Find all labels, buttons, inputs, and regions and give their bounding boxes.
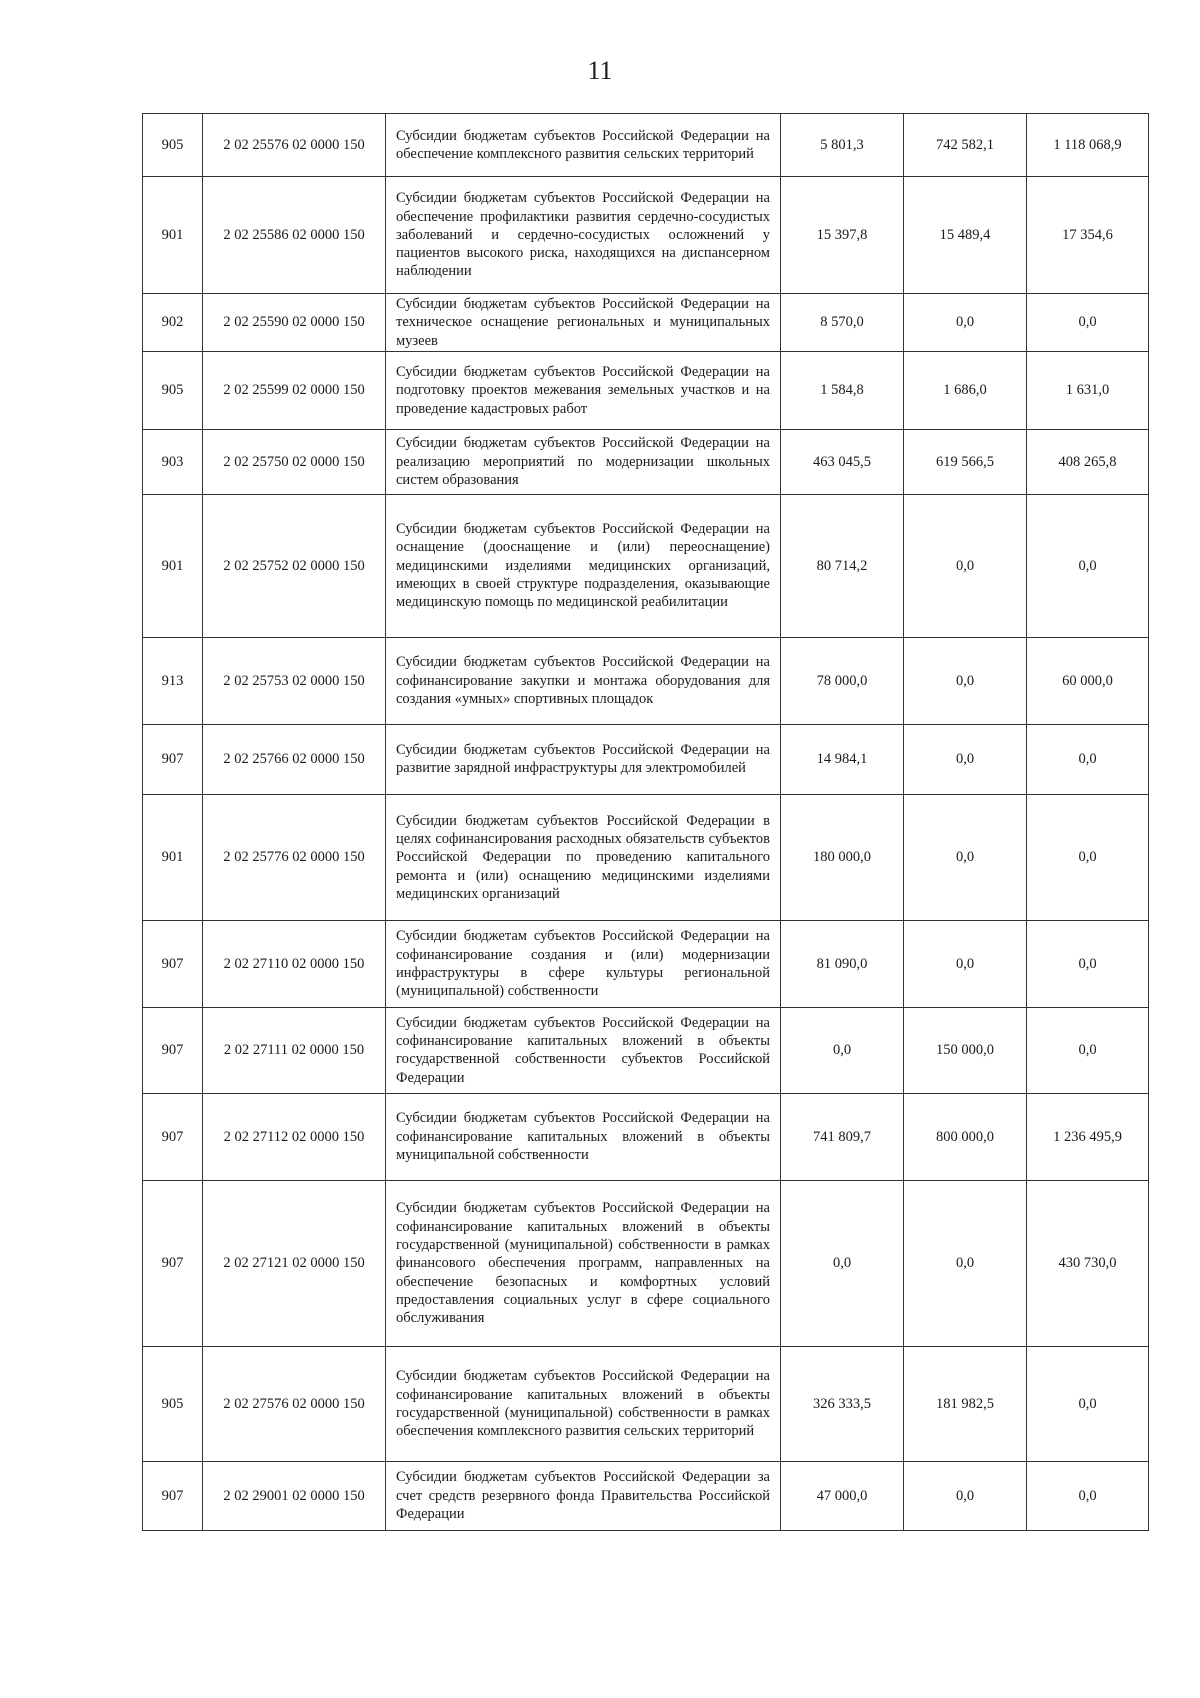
amount-cell-3: 430 730,0 [1027, 1180, 1149, 1346]
amount-cell-1: 180 000,0 [781, 794, 904, 920]
amount-cell-3: 0,0 [1027, 1007, 1149, 1093]
amount-cell-1: 463 045,5 [781, 429, 904, 494]
amount-cell-3: 1 236 495,9 [1027, 1093, 1149, 1180]
budget-table [142, 113, 1149, 1531]
description-cell: Субсидии бюджетам субъектов Российской Федерации на реализацию мероприятий по модернизации школьных систем образования [386, 429, 781, 494]
admin-code-cell: 905 [143, 351, 203, 429]
table-row [143, 494, 1149, 637]
admin-code-cell: 901 [143, 794, 203, 920]
amount-cell-2: 15 489,4 [904, 177, 1027, 294]
description-cell: Субсидии бюджетам субъектов Российской Федерации на обеспечение комплексного развития сельских территорий [386, 114, 781, 177]
amount-cell-2: 0,0 [904, 724, 1027, 794]
amount-cell-1: 5 801,3 [781, 114, 904, 177]
budget-code-cell: 2 02 27111 02 0000 150 [203, 1007, 386, 1093]
table-row [143, 1180, 1149, 1346]
admin-code-cell: 907 [143, 1180, 203, 1346]
table-row [143, 1346, 1149, 1461]
amount-cell-1: 14 984,1 [781, 724, 904, 794]
amount-cell-1: 741 809,7 [781, 1093, 904, 1180]
admin-code-cell: 901 [143, 177, 203, 294]
amount-cell-3: 408 265,8 [1027, 429, 1149, 494]
description-cell: Субсидии бюджетам субъектов Российской Федерации в целях софинансирования расходных обязательств субъектов Российской Федерации по проведению капитального ремонта и (или) оснащению медицинскими изделиями медицинских организаций [386, 794, 781, 920]
description-cell: Субсидии бюджетам субъектов Российской Федерации на софинансирование создания и (или) модернизации инфраструктуры в сфере культуры региональной (муниципальной) собственности [386, 920, 781, 1007]
amount-cell-3: 0,0 [1027, 1346, 1149, 1461]
budget-code-cell: 2 02 25586 02 0000 150 [203, 177, 386, 294]
amount-cell-3: 0,0 [1027, 920, 1149, 1007]
amount-cell-2: 0,0 [904, 1180, 1027, 1346]
admin-code-cell: 905 [143, 1346, 203, 1461]
description-cell: Субсидии бюджетам субъектов Российской Федерации на софинансирование капитальных вложений в объекты государственной (муниципальной) собственности в рамках финансового обеспечения программ, направленных на обеспечение безопасных и комфортных условий предоставления социальных услуг в сфере социального обслуживания [386, 1180, 781, 1346]
budget-code-cell: 2 02 25590 02 0000 150 [203, 294, 386, 352]
amount-cell-2: 619 566,5 [904, 429, 1027, 494]
description-cell: Субсидии бюджетам субъектов Российской Федерации на развитие зарядной инфраструктуры для электромобилей [386, 724, 781, 794]
admin-code-cell: 907 [143, 1461, 203, 1530]
description-cell: Субсидии бюджетам субъектов Российской Федерации на оснащение (дооснащение и (или) переоснащение) медицинскими изделиями медицинских организаций, имеющих в своей структуре подразделения, оказывающие медицинскую помощь по медицинской реабилитации [386, 494, 781, 637]
amount-cell-1: 80 714,2 [781, 494, 904, 637]
amount-cell-2: 800 000,0 [904, 1093, 1027, 1180]
table-row [143, 177, 1149, 294]
description-cell: Субсидии бюджетам субъектов Российской Федерации на подготовку проектов межевания земельных участков и на проведение кадастровых работ [386, 351, 781, 429]
description-cell: Субсидии бюджетам субъектов Российской Федерации за счет средств резервного фонда Правительства Российской Федерации [386, 1461, 781, 1530]
amount-cell-2: 0,0 [904, 920, 1027, 1007]
budget-code-cell: 2 02 25776 02 0000 150 [203, 794, 386, 920]
budget-code-cell: 2 02 25599 02 0000 150 [203, 351, 386, 429]
amount-cell-2: 0,0 [904, 1461, 1027, 1530]
budget-code-cell: 2 02 25576 02 0000 150 [203, 114, 386, 177]
page-number: 11 [587, 56, 613, 85]
amount-cell-2: 181 982,5 [904, 1346, 1027, 1461]
amount-cell-1: 15 397,8 [781, 177, 904, 294]
description-cell: Субсидии бюджетам субъектов Российской Федерации на техническое оснащение региональных и муниципальных музеев [386, 294, 781, 352]
amount-cell-3: 0,0 [1027, 1461, 1149, 1530]
amount-cell-1: 326 333,5 [781, 1346, 904, 1461]
amount-cell-1: 78 000,0 [781, 637, 904, 724]
amount-cell-2: 0,0 [904, 494, 1027, 637]
table-row [143, 637, 1149, 724]
admin-code-cell: 907 [143, 1093, 203, 1180]
table-row [143, 351, 1149, 429]
budget-code-cell: 2 02 27121 02 0000 150 [203, 1180, 386, 1346]
budget-code-cell: 2 02 25750 02 0000 150 [203, 429, 386, 494]
amount-cell-3: 0,0 [1027, 494, 1149, 637]
budget-code-cell: 2 02 27112 02 0000 150 [203, 1093, 386, 1180]
table-row [143, 1093, 1149, 1180]
admin-code-cell: 901 [143, 494, 203, 637]
amount-cell-2: 0,0 [904, 294, 1027, 352]
table-row [143, 920, 1149, 1007]
budget-code-cell: 2 02 29001 02 0000 150 [203, 1461, 386, 1530]
table-row [143, 429, 1149, 494]
description-cell: Субсидии бюджетам субъектов Российской Федерации на софинансирование капитальных вложений в объекты государственной (муниципальной) собственности в рамках обеспечения комплексного развития сельских территорий [386, 1346, 781, 1461]
budget-code-cell: 2 02 25753 02 0000 150 [203, 637, 386, 724]
admin-code-cell: 907 [143, 1007, 203, 1093]
amount-cell-1: 0,0 [781, 1180, 904, 1346]
amount-cell-2: 150 000,0 [904, 1007, 1027, 1093]
amount-cell-3: 17 354,6 [1027, 177, 1149, 294]
description-cell: Субсидии бюджетам субъектов Российской Федерации на обеспечение профилактики развития сердечно-сосудистых заболеваний и сердечно-сосудистых осложнений у пациентов высокого риска, находящихся на диспансерном наблюдении [386, 177, 781, 294]
table-row [143, 114, 1149, 177]
amount-cell-1: 1 584,8 [781, 351, 904, 429]
budget-code-cell: 2 02 25766 02 0000 150 [203, 724, 386, 794]
table-row [143, 1007, 1149, 1093]
admin-code-cell: 907 [143, 724, 203, 794]
admin-code-cell: 905 [143, 114, 203, 177]
table-row [143, 724, 1149, 794]
table-row [143, 1461, 1149, 1530]
amount-cell-2: 0,0 [904, 637, 1027, 724]
admin-code-cell: 903 [143, 429, 203, 494]
amount-cell-2: 0,0 [904, 794, 1027, 920]
budget-code-cell: 2 02 25752 02 0000 150 [203, 494, 386, 637]
amount-cell-1: 8 570,0 [781, 294, 904, 352]
amount-cell-1: 81 090,0 [781, 920, 904, 1007]
amount-cell-2: 1 686,0 [904, 351, 1027, 429]
description-cell: Субсидии бюджетам субъектов Российской Федерации на софинансирование капитальных вложений в объекты государственной собственности субъектов Российской Федерации [386, 1007, 781, 1093]
description-cell: Субсидии бюджетам субъектов Российской Федерации на софинансирование закупки и монтажа оборудования для создания «умных» спортивных площадок [386, 637, 781, 724]
table-row [143, 794, 1149, 920]
admin-code-cell: 907 [143, 920, 203, 1007]
amount-cell-1: 47 000,0 [781, 1461, 904, 1530]
admin-code-cell: 913 [143, 637, 203, 724]
amount-cell-1: 0,0 [781, 1007, 904, 1093]
amount-cell-3: 0,0 [1027, 724, 1149, 794]
budget-code-cell: 2 02 27576 02 0000 150 [203, 1346, 386, 1461]
amount-cell-3: 60 000,0 [1027, 637, 1149, 724]
amount-cell-2: 742 582,1 [904, 114, 1027, 177]
amount-cell-3: 0,0 [1027, 294, 1149, 352]
description-cell: Субсидии бюджетам субъектов Российской Федерации на софинансирование капитальных вложений в объекты муниципальной собственности [386, 1093, 781, 1180]
table-row [143, 294, 1149, 352]
budget-code-cell: 2 02 27110 02 0000 150 [203, 920, 386, 1007]
admin-code-cell: 902 [143, 294, 203, 352]
amount-cell-3: 0,0 [1027, 794, 1149, 920]
amount-cell-3: 1 631,0 [1027, 351, 1149, 429]
amount-cell-3: 1 118 068,9 [1027, 114, 1149, 177]
